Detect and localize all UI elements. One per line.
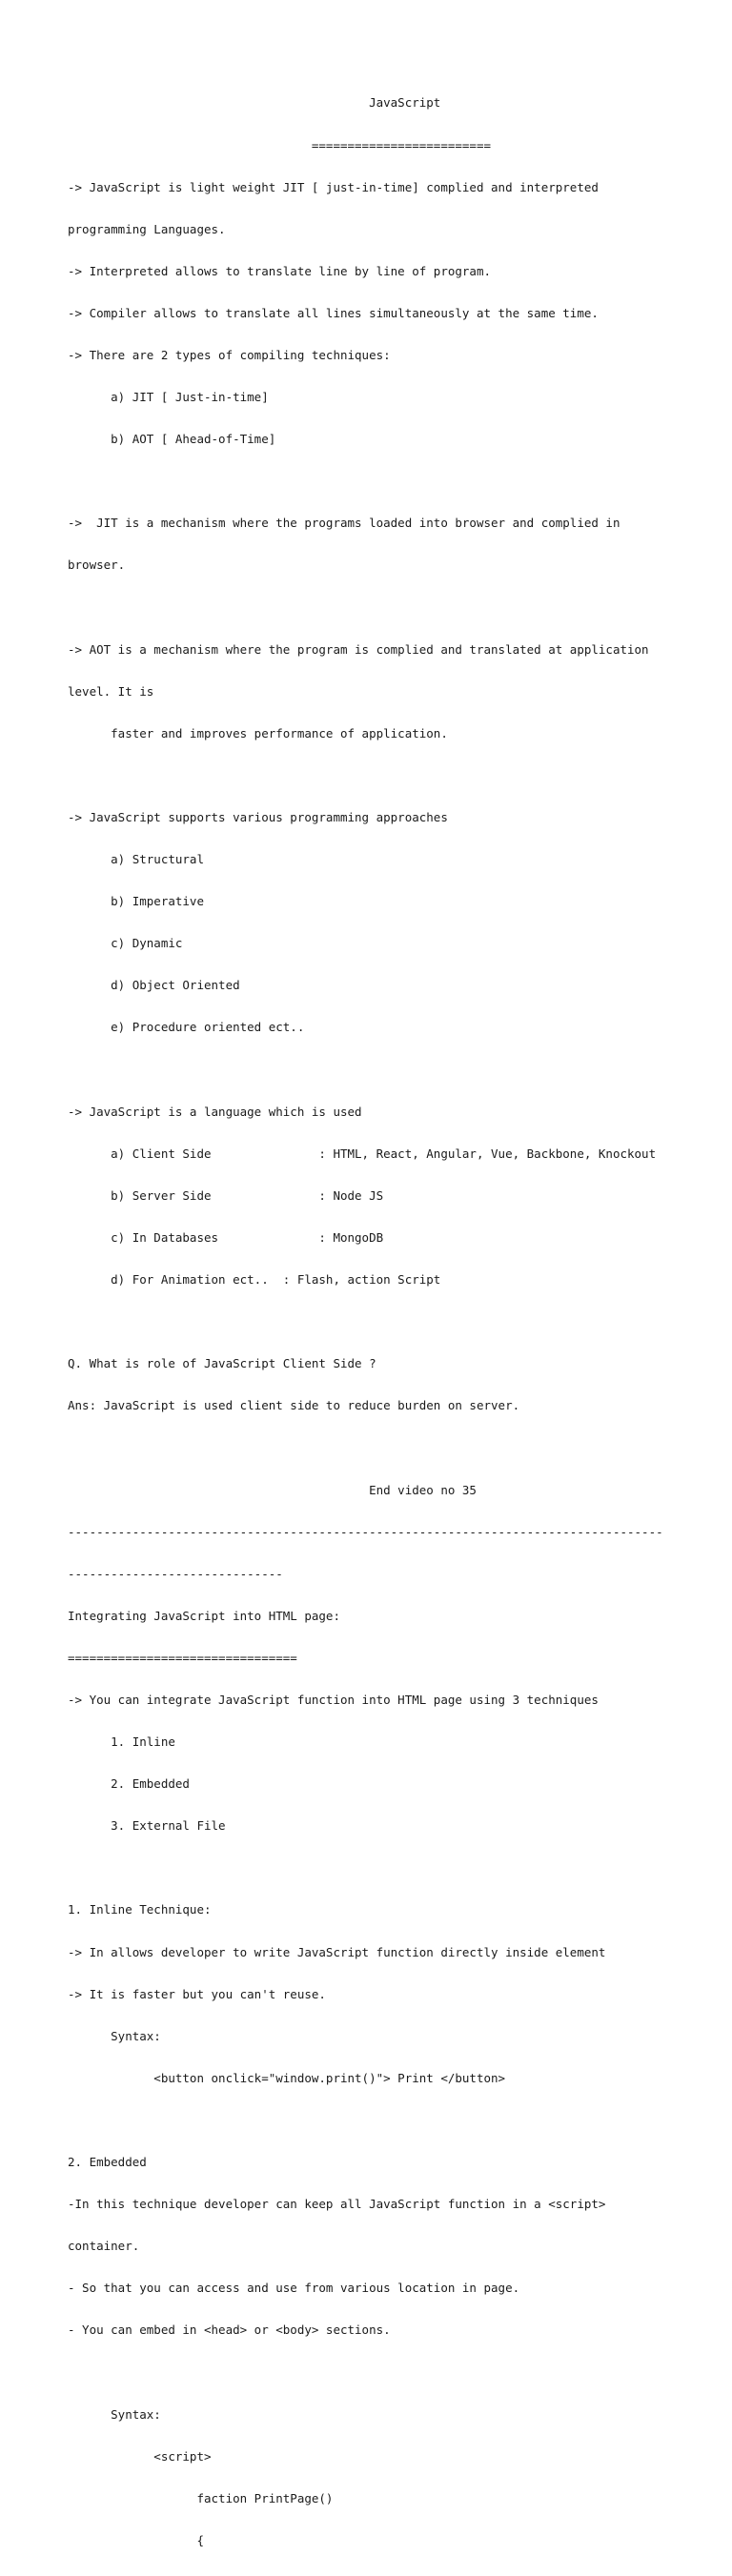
list-item: a) Structural — [68, 852, 204, 867]
section-heading: Integrating JavaScript into HTML page: — [68, 1608, 340, 1623]
text-line: -> JavaScript is a language which is used — [68, 1104, 362, 1119]
blank-line — [68, 1315, 725, 1329]
text-line: -In this technique developer can keep all JavaScript function in a <script> — [68, 2197, 606, 2212]
syntax-label: Syntax: — [68, 2406, 161, 2422]
list-item: a) Client Side : HTML, React, Angular, Vue, Backbone, Knockout — [68, 1146, 657, 1161]
answer-line: Ans: JavaScript is used client side to reduce burden on server. — [68, 1398, 520, 1413]
text-line: programming Languages. — [68, 221, 226, 236]
list-item: c) Dynamic — [68, 936, 183, 951]
list-item: b) Imperative — [68, 894, 204, 909]
list-item: d) For Animation ect.. : Flash, action Script — [68, 1272, 441, 1288]
list-item: b) Server Side : Node JS — [68, 1187, 384, 1203]
blank-line — [68, 2365, 725, 2380]
blank-line — [68, 1441, 725, 1455]
text-line: -> JavaScript supports various programming approaches — [68, 810, 448, 824]
list-item: b) AOT [ Ahead-of-Time] — [68, 432, 276, 447]
title-line: JavaScript — [68, 95, 441, 111]
text-line: -> There are 2 types of compiling techniques: — [68, 347, 391, 362]
text-line: - So that you can access and use from various location in page. — [68, 2281, 520, 2296]
text-line: -> Compiler allows to translate all lines simultaneously at the same time. — [68, 305, 599, 320]
syntax-label: Syntax: — [68, 2028, 161, 2043]
text-line: -> JIT is a mechanism where the programs loaded into browser and complied in — [68, 516, 620, 531]
text-line: -> It is faster but you can't reuse. — [68, 1986, 326, 2001]
blank-line — [68, 601, 725, 616]
blank-line — [68, 2114, 725, 2128]
list-item: e) Procedure oriented ect.. — [68, 1020, 305, 1035]
code-line: faction PrintPage() — [68, 2490, 334, 2505]
section-heading-underline: ================================ — [68, 1650, 297, 1665]
text-line: -> Interpreted allows to translate line by line of program. — [68, 263, 492, 278]
text-line: browser. — [68, 558, 126, 573]
code-line: <button onclick="window.print()"> Print </button> — [68, 2070, 506, 2085]
text-line: -> AOT is a mechanism where the program is complied and translated at application — [68, 641, 649, 657]
text-line: -> JavaScript is light weight JIT [ just-in-time] complied and interpreted — [68, 179, 599, 194]
list-item: c) In Databases : MongoDB — [68, 1229, 384, 1245]
code-line: <script> — [68, 2448, 212, 2464]
title-underline: ========================= — [68, 137, 492, 152]
section-end-note: End video no 35 — [68, 1482, 477, 1497]
blank-line — [68, 475, 725, 489]
subsection-heading: 1. Inline Technique: — [68, 1902, 212, 1917]
text-line: container. — [68, 2239, 140, 2254]
document-body — [68, 69, 725, 2576]
list-item: 3. External File — [68, 1818, 226, 1834]
list-item: 1. Inline — [68, 1734, 175, 1750]
code-line: { — [68, 2532, 204, 2547]
blank-line — [68, 1064, 725, 1078]
text-line: faster and improves performance of application. — [68, 725, 448, 740]
text-line: -> You can integrate JavaScript function into HTML page using 3 techniques — [68, 1692, 599, 1707]
list-item: a) JIT [ Just-in-time] — [68, 390, 269, 405]
question-line: Q. What is role of JavaScript Client Side ? — [68, 1356, 376, 1371]
text-line: level. It is — [68, 683, 154, 699]
blank-line — [68, 1861, 725, 1876]
blank-line — [68, 769, 725, 783]
text-line: -> In allows developer to write JavaScript function directly inside element — [68, 1944, 606, 1959]
list-item: d) Object Oriented — [68, 978, 240, 993]
subsection-heading: 2. Embedded — [68, 2155, 147, 2169]
list-item: 2. Embedded — [68, 1776, 190, 1792]
text-line: - You can embed in <head> or <body> sections. — [68, 2322, 391, 2338]
divider-line: ------------------------------ — [68, 1566, 283, 1581]
divider-line: ----------------------------------------------------------------------------------- — [68, 1524, 663, 1539]
